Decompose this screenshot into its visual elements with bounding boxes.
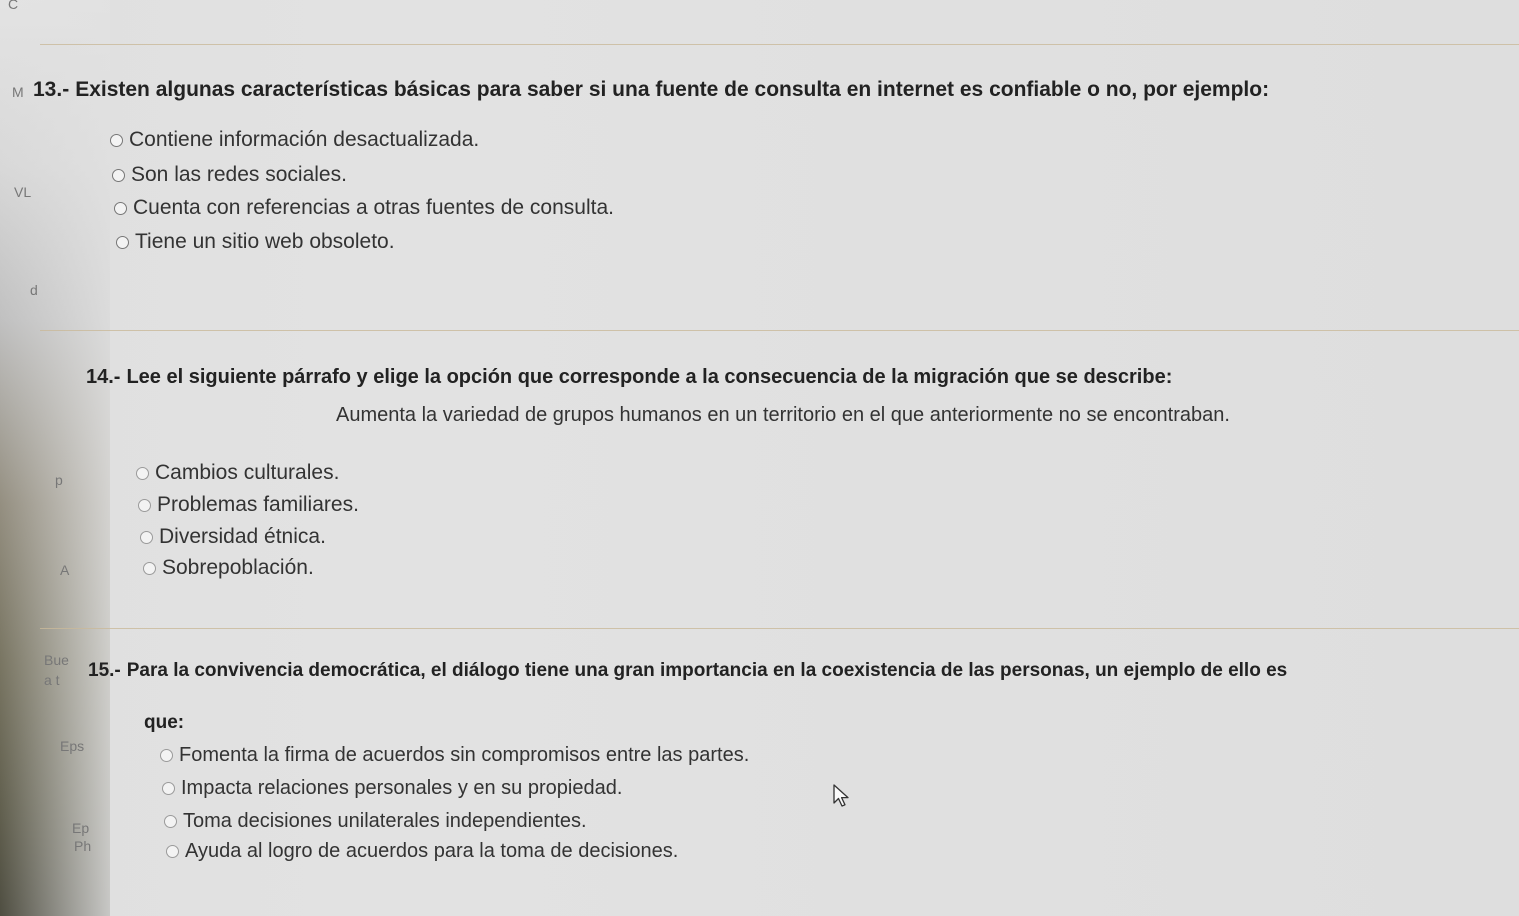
- margin-stub: p: [55, 472, 63, 488]
- option-label: Tiene un sitio web obsoleto.: [135, 230, 395, 253]
- question-14-option-1[interactable]: [136, 461, 339, 485]
- option-label: Cambios culturales.: [155, 461, 340, 484]
- option-label: Toma decisiones unilaterales independientes.: [183, 810, 587, 832]
- question-15-title: [88, 660, 1287, 682]
- option-label: Contiene información desactualizada.: [129, 128, 480, 151]
- option-label: Ayuda al logro de acuerdos para la toma de decisiones.: [185, 840, 679, 862]
- margin-stub: A: [60, 562, 70, 578]
- option-label: Sobrepoblación.: [162, 556, 314, 579]
- question-number: 13.-: [33, 78, 70, 101]
- radio-button-icon[interactable]: [162, 782, 175, 795]
- section-divider: [40, 330, 1519, 331]
- radio-button-icon[interactable]: [112, 169, 125, 182]
- question-14-option-3[interactable]: [140, 525, 326, 549]
- margin-stub: M: [12, 84, 24, 100]
- question-14-option-4[interactable]: [143, 556, 314, 580]
- question-15-option-2[interactable]: [162, 777, 622, 800]
- option-label: Impacta relaciones personales y en su propiedad.: [181, 777, 623, 799]
- margin-stub: d: [30, 282, 38, 298]
- margin-stub: Ph: [74, 838, 92, 854]
- radio-button-icon[interactable]: [164, 815, 177, 828]
- margin-stub: Ep: [72, 820, 90, 836]
- radio-button-icon[interactable]: [110, 134, 123, 147]
- question-13-title: [33, 78, 1269, 102]
- option-label: Diversidad étnica.: [159, 525, 326, 548]
- option-label: Cuenta con referencias a otras fuentes de consulta.: [133, 196, 614, 219]
- margin-stub: a t: [44, 672, 60, 688]
- question-number: 14.-: [86, 366, 121, 388]
- radio-button-icon[interactable]: [140, 531, 153, 544]
- question-13-option-4[interactable]: [116, 230, 395, 254]
- question-14-passage: Aumenta la variedad de grupos humanos en un territorio en el que anteriormente no se encontraban.: [336, 404, 1230, 426]
- margin-stub: VL: [14, 184, 32, 200]
- option-label: Fomenta la firma de acuerdos sin compromisos entre las partes.: [179, 744, 750, 766]
- question-text: Existen algunas características básicas para saber si una fuente de consulta en internet es confiable o no, por ejemplo:: [75, 78, 1270, 101]
- question-14-option-2[interactable]: [138, 493, 359, 517]
- question-14-title: [86, 366, 1172, 389]
- radio-button-icon[interactable]: [138, 499, 151, 512]
- question-13-option-2[interactable]: [112, 163, 347, 187]
- radio-button-icon[interactable]: [143, 562, 156, 575]
- radio-button-icon[interactable]: [160, 749, 173, 762]
- question-13-option-3[interactable]: [114, 196, 614, 220]
- margin-stub: Bue: [44, 652, 69, 668]
- radio-button-icon[interactable]: [114, 202, 127, 215]
- question-15-title-continued: que:: [144, 712, 185, 733]
- question-15-option-3[interactable]: [164, 810, 587, 833]
- radio-button-icon[interactable]: [136, 467, 149, 480]
- margin-stub: C: [8, 0, 19, 12]
- question-15-option-1[interactable]: [160, 744, 749, 767]
- option-label: Problemas familiares.: [157, 493, 359, 516]
- question-15-option-4[interactable]: [166, 840, 678, 863]
- mouse-pointer-icon: [833, 784, 851, 808]
- question-text-line-1: Para la convivencia democrática, el diálogo tiene una gran importancia en la coexistencia de las personas, un ejemplo de ello es: [126, 660, 1288, 681]
- question-text: Lee el siguiente párrafo y elige la opción que corresponde a la consecuencia de la migración que se describe:: [126, 366, 1173, 388]
- radio-button-icon[interactable]: [166, 845, 179, 858]
- question-number: 15.-: [88, 660, 121, 681]
- radio-button-icon[interactable]: [116, 236, 129, 249]
- question-13-option-1[interactable]: [110, 128, 479, 152]
- section-divider: [40, 44, 1519, 45]
- margin-stub: Eps: [60, 738, 85, 754]
- section-divider: [40, 628, 1519, 629]
- option-label: Son las redes sociales.: [131, 163, 347, 186]
